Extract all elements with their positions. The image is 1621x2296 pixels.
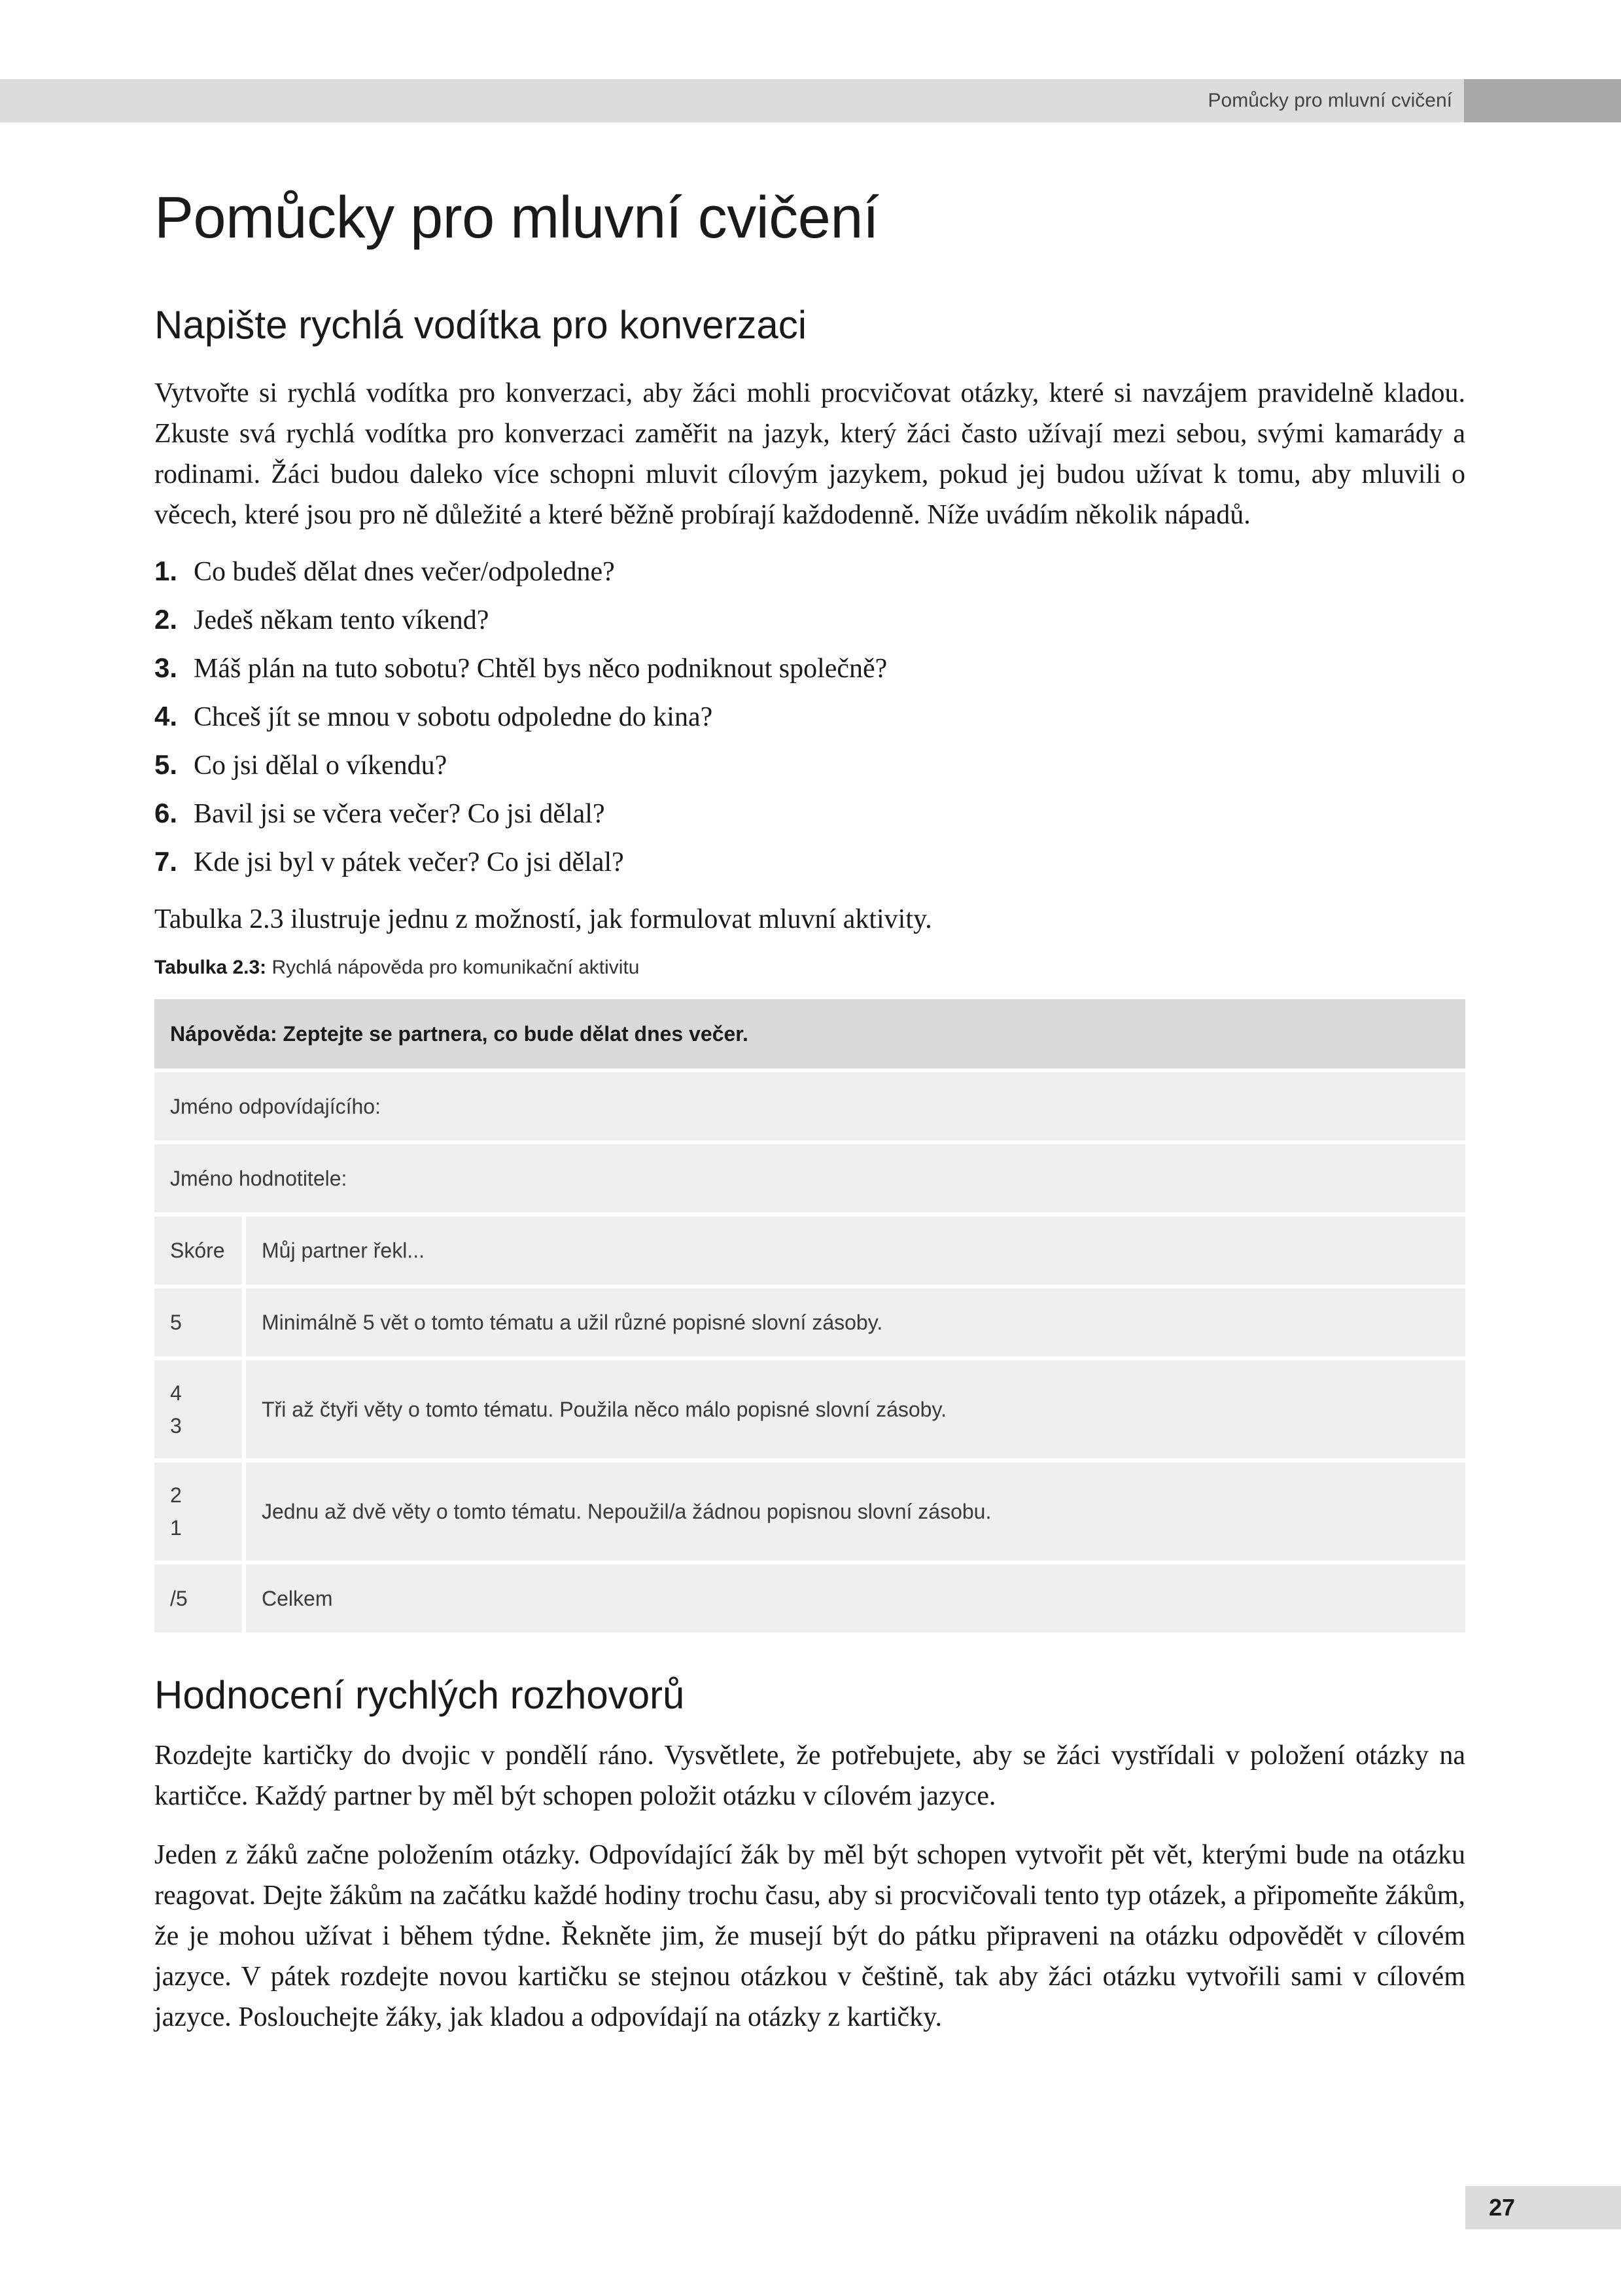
partner-said-header: Můj partner řekl... <box>246 1216 1465 1284</box>
intro-paragraph: Vytvořte si rychlá vodítka pro konverzaci, aby žáci mohli procvičovat otázky, které si navzájem pravidelně kladou. Zkuste svá rychlá vodítka pro konverzaci zaměřit na jazyk, který žáci často užívají mezi sebou, svými kamarády a rodinami. Žáci budou daleko více schopni mluvit cílovým jazykem, pokud jej budou užívat k tomu, aby mluvili o věcech, které jsou pro ně důležité a které běžně probírají každodenně. Níže uvádím několik nápadů. <box>154 378 1465 530</box>
score-cell <box>154 1462 246 1561</box>
list-number: 1. <box>154 556 178 586</box>
score-value: 3 <box>170 1414 182 1438</box>
respondent-name-cell: Jméno odpovídajícího: <box>154 1072 1465 1140</box>
score-cell: 5 <box>154 1288 246 1356</box>
table-row <box>154 1360 1465 1458</box>
list-number: 7. <box>154 846 178 877</box>
table-reference: Tabulka 2.3 ilustruje jednu z možností, jak formulovat mluvní aktivity. <box>154 904 932 934</box>
total-label-cell: Celkem <box>246 1564 1465 1633</box>
list-text: Máš plán na tuto sobotu? Chtěl bys něco podniknout společně? <box>194 654 888 684</box>
paragraph-1: Rozdejte kartičky do dvojic v pondělí ráno. Vysvětlete, že potřebujete, aby se žáci vystřídali v položení otázky na kartičce. Každý partner by měl být schopen položit otázku v cílovém jazyce. <box>154 1740 1465 1811</box>
table-row <box>154 1288 1465 1356</box>
section-heading-2: Hodnocení rychlých rozhovorů <box>154 1673 685 1717</box>
question-list <box>154 547 1465 886</box>
score-cell <box>154 1360 246 1458</box>
running-header <box>0 79 1621 122</box>
table-row <box>154 1072 1465 1140</box>
criteria-cell: Minimálně 5 vět o tomto tématu a užil různé popisné slovní zásoby. <box>246 1288 1465 1356</box>
list-item <box>154 595 1465 644</box>
table-row <box>154 1462 1465 1561</box>
list-item <box>154 692 1465 741</box>
page-number: 27 <box>1489 2194 1516 2221</box>
list-text: Chceš jít se mnou v sobotu odpoledne do kina? <box>194 702 713 732</box>
rubric-table <box>154 995 1465 1636</box>
criteria-cell: Tři až čtyři věty o tomto tématu. Použila něco málo popisné slovní zásoby. <box>246 1360 1465 1458</box>
list-number: 2. <box>154 604 178 635</box>
list-text: Co jsi dělal o víkendu? <box>194 751 447 781</box>
table-row <box>154 1564 1465 1633</box>
header-tab <box>1464 79 1621 122</box>
list-text: Co budeš dělat dnes večer/odpoledne? <box>194 557 615 587</box>
list-number: 6. <box>154 798 178 828</box>
criteria-cell: Jednu až dvě věty o tomto tématu. Nepoužil/a žádnou popisnou slovní zásobu. <box>246 1462 1465 1561</box>
list-item <box>154 741 1465 789</box>
running-title: Pomůcky pro mluvní cvičení <box>1208 90 1452 111</box>
caption-label: Tabulka 2.3: <box>154 957 267 978</box>
list-text: Bavil jsi se včera večer? Co jsi dělal? <box>194 799 605 829</box>
list-item <box>154 789 1465 838</box>
list-number: 3. <box>154 652 178 683</box>
list-text: Kde jsi byl v pátek večer? Co jsi dělal? <box>194 847 624 877</box>
list-number: 5. <box>154 749 178 780</box>
total-score-cell: /5 <box>154 1564 246 1633</box>
page-title: Pomůcky pro mluvní cvičení <box>154 185 879 251</box>
list-item <box>154 644 1465 692</box>
caption-text: Rychlá nápověda pro komunikační aktivitu <box>271 957 640 978</box>
table-caption <box>154 957 1465 979</box>
table-row <box>154 1144 1465 1212</box>
list-item <box>154 547 1465 595</box>
score-value: 1 <box>170 1516 182 1540</box>
section-heading-1: Napište rychlá vodítka pro konverzaci <box>154 303 807 347</box>
page-footer <box>1465 2186 1621 2229</box>
score-value: 2 <box>170 1483 182 1507</box>
evaluator-name-cell: Jméno hodnotitele: <box>154 1144 1465 1212</box>
prompt-cell: Nápověda: Zeptejte se partnera, co bude dělat dnes večer. <box>154 999 1465 1069</box>
score-value: 4 <box>170 1381 182 1405</box>
score-header: Skóre <box>154 1216 246 1284</box>
table-row <box>154 1216 1465 1284</box>
list-item <box>154 838 1465 886</box>
paragraph-2: Jeden z žáků začne položením otázky. Odpovídající žák by měl být schopen vytvořit pět vět, kterými bude na otázku reagovat. Dejte žákům na začátku každé hodiny trochu času, aby si procvičovali tento typ otázek, a připomeňte žákům, že je mohou užívat i během týdne. Řekněte jim, že musejí být do pátku připraveni na otázku odpovědět v cílovém jazyce. V pátek rozdejte novou kartičku se stejnou otázkou v češtině, tak aby žáci otázku vytvořili sami v cílovém jazyce. Poslouchejte žáky, jak kladou a odpovídají na otázky z kartičky. <box>154 1840 1465 2032</box>
list-text: Jedeš někam tento víkend? <box>194 605 489 635</box>
table-row <box>154 999 1465 1069</box>
list-number: 4. <box>154 701 178 732</box>
